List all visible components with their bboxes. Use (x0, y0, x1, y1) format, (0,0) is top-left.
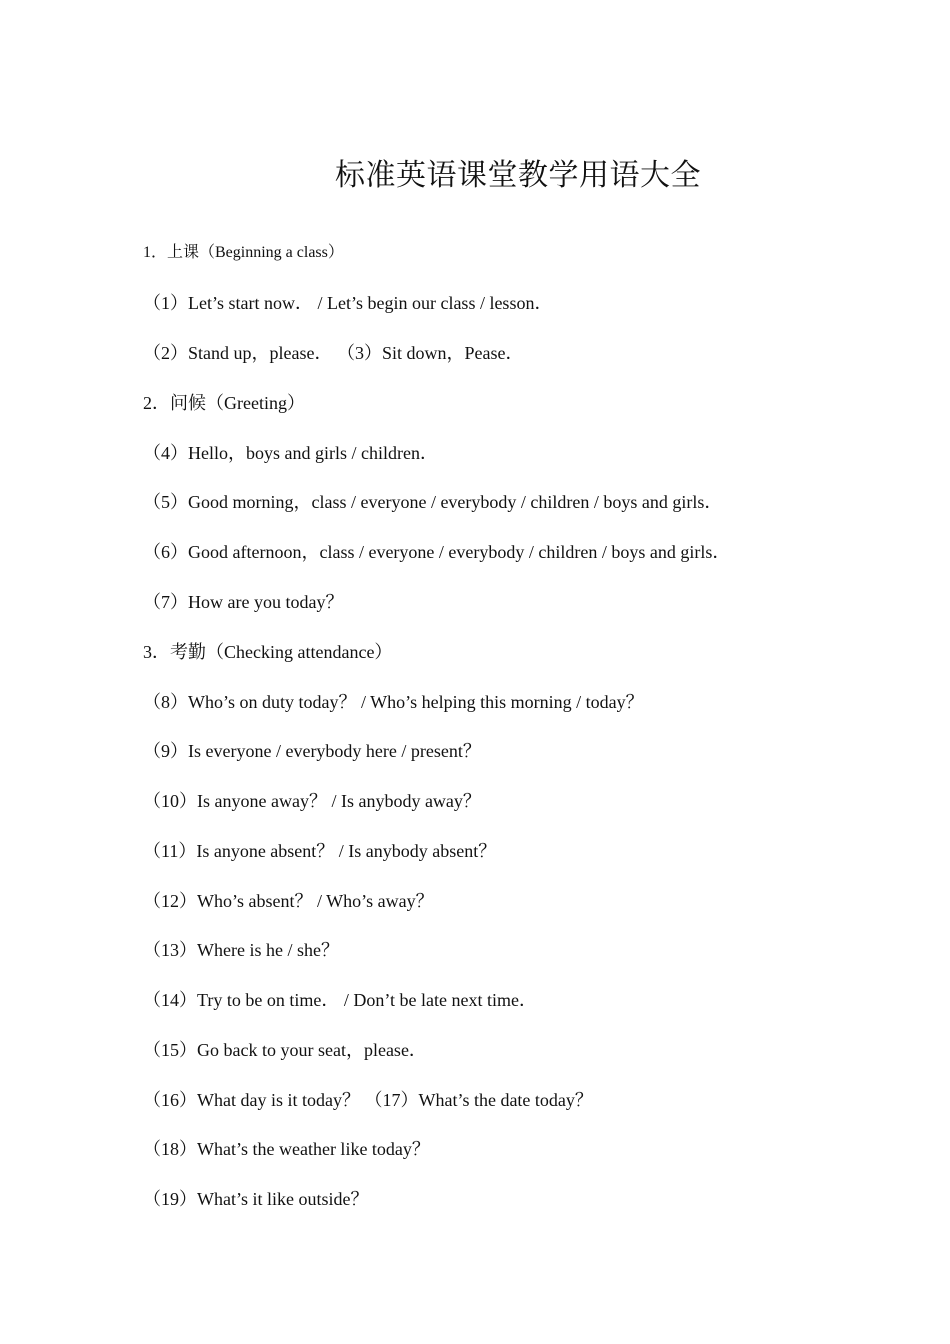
text-line: （8）Who’s on duty today？ / Who’s helping this morning / today？ (143, 692, 644, 712)
text-line: （10）Is anyone away？ / Is anybody away？ (143, 791, 481, 811)
text-line: （12）Who’s absent？ / Who’s away？ (143, 891, 434, 911)
text-line: （19）What’s it like outside？ (143, 1189, 369, 1209)
text-line: （7）How are you today？ (143, 592, 344, 612)
section-heading-attendance: 3．考勤（Checking attendance） (143, 642, 393, 662)
text-line: （5）Good morning，class / everyone / everybody / children / boys and girls． (143, 492, 723, 512)
section-heading-beginning-class: 1．上课（Beginning a class） (143, 244, 344, 261)
text-line: （1）Let’s start now． / Let’s begin our class / lesson． (143, 293, 553, 313)
text-line: （11）Is anyone absent？ / Is anybody absent？ (143, 841, 497, 861)
text-line: （6）Good afternoon，class / everyone / everybody / children / boys and girls． (143, 542, 731, 562)
text-line: （18）What’s the weather like today？ (143, 1139, 430, 1159)
document-title: 标准英语课堂教学用语大全 (335, 158, 701, 193)
text-line: （16）What day is it today？ （17）What’s the date today？ (143, 1090, 593, 1110)
text-line: （9）Is everyone / everybody here / present？ (143, 741, 481, 761)
text-line: （4）Hello，boys and girls / children． (143, 443, 438, 463)
text-line: （14）Try to be on time． / Don’t be late next time． (143, 990, 537, 1010)
section-heading-greeting: 2．问候（Greeting） (143, 393, 305, 413)
text-line: （15）Go back to your seat，please． (143, 1040, 427, 1060)
text-line: （2）Stand up，please． （3）Sit down，Pease． (143, 343, 524, 363)
text-line: （13）Where is he / she？ (143, 940, 339, 960)
